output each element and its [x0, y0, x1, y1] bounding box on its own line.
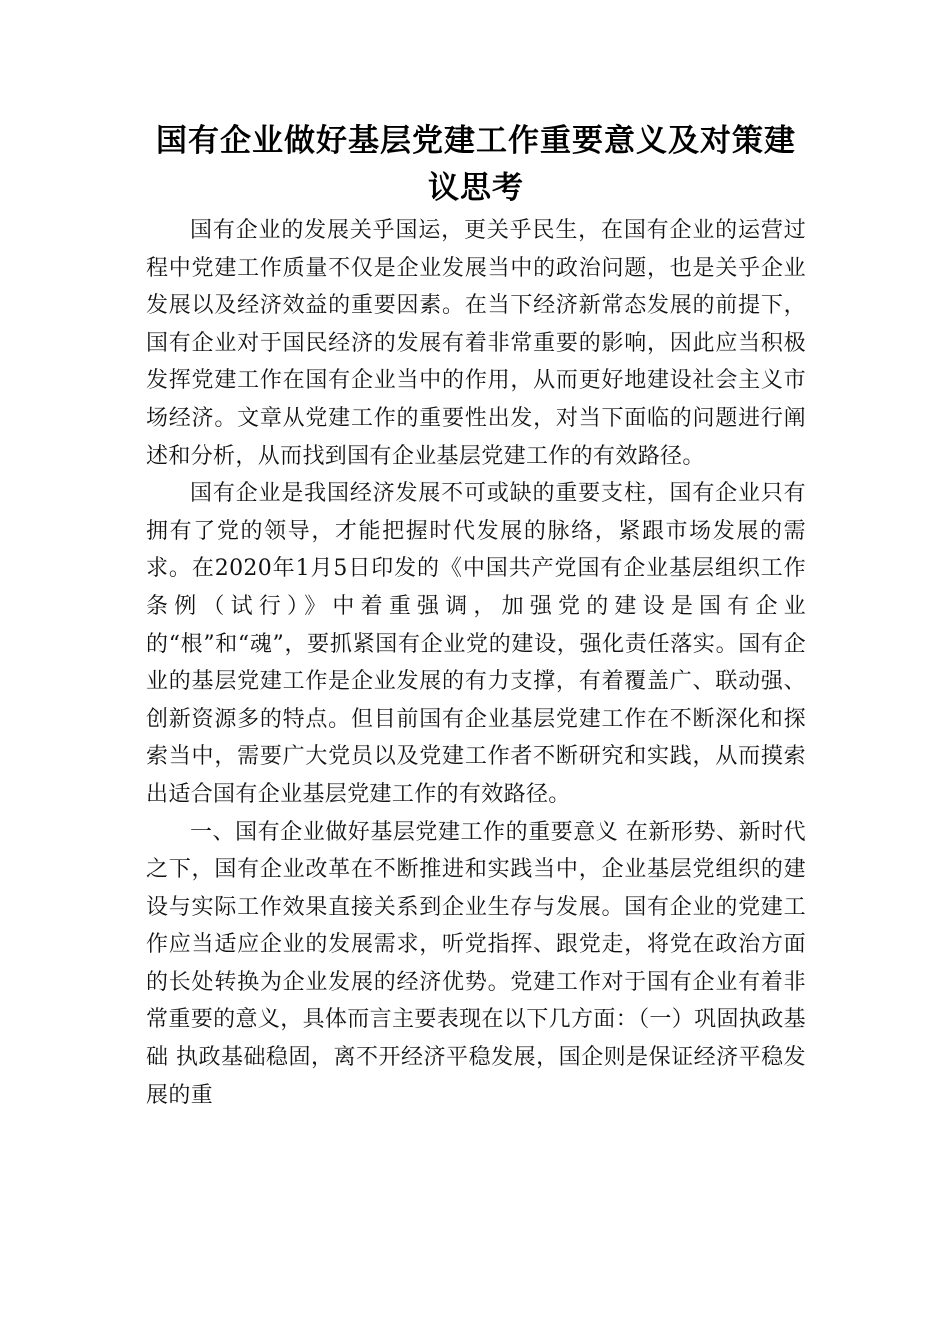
document-title: 国有企业做好基层党建工作重要意义及对策建议思考: [156, 123, 796, 206]
paragraph-intro: 国有企业的发展关乎国运，更关乎民生，在国有企业的运营过程中党建工作质量不仅是企业发展当中的政治问题，也是关乎企业发展以及经济效益的重要因素。在当下经济新常态发展的前提下，国有企业对于国民经济的发展有着非常重要的影响，因此应当积极发挥党建工作在国有企业当中的作用，从而更好地建设社会主义市场经济。文章从党建工作的重要性出发，对当下面临的问题进行阐述和分析，从而找到国有企业基层党建工作的有效路径。: [146, 218, 806, 469]
paragraph-background: 国有企业是我国经济发展不可或缺的重要支柱，国有企业只有拥有了党的领导，才能把握时代发展的脉络，紧跟市场发展的需求。在2020年1月5日印发的《中国共产党国有企业基层组织工作条例（试行）》中着重强调，加强党的建设是国有企业的“根”和“魂”，要抓紧国有企业党的建设，强化责任落实。国有企业的基层党建工作是企业发展的有力支撑，有着覆盖广、联动强、创新资源多的特点。但目前国有企业基层党建工作在不断深化和探索当中，需要广大党员以及党建工作者不断研究和实践，从而摸索出适合国有企业基层党建工作的有效路径。: [146, 481, 806, 807]
document-page: [146, 118, 806, 1114]
paragraph-section-one: 一、国有企业做好基层党建工作的重要意义 在新形势、新时代之下，国有企业改革在不断推进和实践当中，企业基层党组织的建设与实际工作效果直接关系到企业生存与发展。国有企业的党建工作应当适应企业的发展需求，听党指挥、跟党走，将党在政治方面的长处转换为企业发展的经济优势。党建工作对于国有企业有着非常重要的意义，具体而言主要表现在以下几方面：（一）巩固执政基础 执政基础稳固，离不开经济平稳发展，国企则是保证经济平稳发展的重: [146, 819, 806, 1108]
